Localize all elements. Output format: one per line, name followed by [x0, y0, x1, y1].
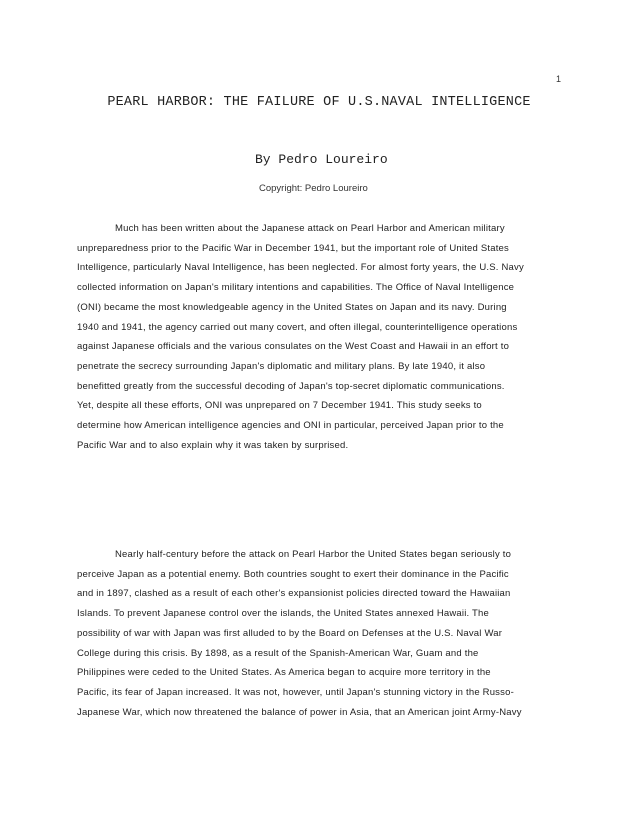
paragraph-line: Intelligence, particularly Naval Intelligence, has been neglected. For almost forty years, the U.S. Navy — [77, 262, 524, 274]
paragraph-line: Pacific War and to also explain why it was taken by surprised. — [77, 439, 349, 451]
page-number: 1 — [556, 74, 562, 84]
paragraph-line: determine how American intelligence agencies and ONI in particular, perceived Japan prior to the — [77, 420, 504, 432]
body-paragraph-1 — [77, 219, 567, 455]
paragraph-line: Philippines were ceded to the United States. As America began to acquire more territory in the — [77, 667, 491, 679]
paragraph-line: collected information on Japan's military intentions and capabilities. The Office of Naval Intelligence — [77, 282, 515, 294]
paragraph-line: (ONI) became the most knowledgeable agency in the United States on Japan and its navy. During — [77, 301, 507, 313]
paragraph-line: Nearly half-century before the attack on Pearl Harbor the United States began seriously to — [115, 549, 512, 560]
paragraph-line: possibility of war with Japan was first alluded to by the Board on Defenses at the U.S. Naval War — [77, 627, 503, 639]
paragraph-line: Much has been written about the Japanese attack on Pearl Harbor and American military — [115, 223, 505, 234]
paragraph-line: Yet, despite all these efforts, ONI was unprepared on 7 December 1941. This study seeks to — [77, 400, 482, 412]
document-title: PEARL HARBOR: THE FAILURE OF U.S.NAVAL INTELLIGENCE — [107, 95, 531, 110]
paragraph-line: benefitted greatly from the successful decoding of Japan's top-secret diplomatic communications. — [77, 380, 505, 392]
paragraph-line: against Japanese officials and the various consulates on the West Coast and Hawaii in an effort to — [77, 341, 510, 353]
paragraph-line: and in 1897, clashed as a result of each other's expansionist policies directed toward the Hawaiian — [77, 588, 511, 600]
paragraph-line: College during this crisis. By 1898, as a result of the Spanish-American War, Guam and the — [77, 647, 479, 659]
paragraph-line: Islands. To prevent Japanese control over the islands, the United States annexed Hawaii. The — [77, 608, 490, 620]
paragraph-line: Pacific, its fear of Japan increased. It was not, however, until Japan's stunning victory in the Russo- — [77, 686, 514, 698]
paragraph-line: Japanese War, which now threatened the balance of power in Asia, that an American joint Army-Navy — [77, 706, 522, 718]
copyright-notice: Copyright: Pedro Loureiro — [259, 183, 368, 194]
paragraph-line: penetrate the secrecy surrounding Japan's diplomatic and military plans. By late 1940, it also — [77, 360, 486, 372]
author-byline: By Pedro Loureiro — [255, 152, 388, 167]
paragraph-line: unpreparedness prior to the Pacific War in December 1941, but the important role of United States — [77, 242, 509, 254]
body-paragraph-2 — [77, 545, 567, 722]
paragraph-line: perceive Japan as a potential enemy. Both countries sought to exert their dominance in the Pacific — [77, 568, 509, 580]
paragraph-line: 1940 and 1941, the agency carried out many covert, and often illegal, counterintelligence operations — [77, 321, 518, 333]
